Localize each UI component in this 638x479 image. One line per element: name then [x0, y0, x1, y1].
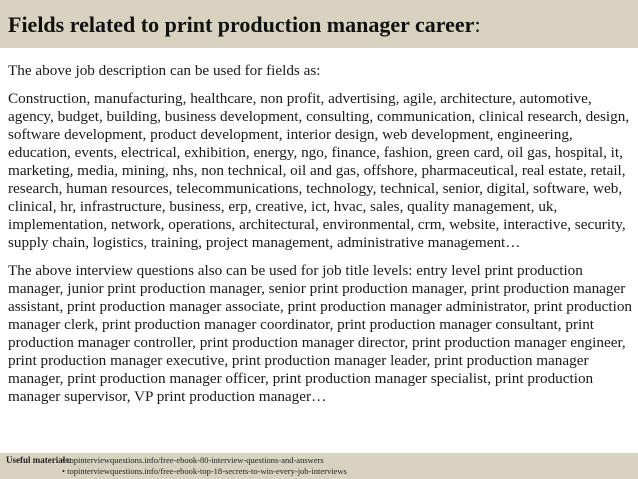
footer-label: Useful materials: [6, 455, 72, 465]
title-colon: : [474, 12, 481, 37]
footer-links [62, 455, 347, 477]
footer-bar [0, 453, 638, 479]
slide-content [8, 62, 633, 406]
page-title [8, 12, 481, 38]
job-levels-paragraph: The above interview questions also can be used for job title levels: entry level print production manager, junior print production manager, senior print production manager, print production manager assistant, print production manager associate, print production manager administrator, print production manager clerk, print production manager coordinator, print production manager consultant, print production manager controller, print production manager director, print production manager engineer, print production manager executive, print production manager leader, print production manager manager, print production manager officer, print production manager specialist, print production manager supervisor, VP print production manager… [8, 262, 633, 405]
title-text: Fields related to print production manager career [8, 12, 475, 37]
title-bar [0, 0, 638, 48]
footer-link-ebook-80-questions[interactable]: • topinterviewquestions.info/free-ebook-80-interview-questions-and-answers [62, 455, 324, 465]
fields-paragraph: Construction, manufacturing, healthcare, non profit, advertising, agile, architecture, automotive, agency, budget, building, business development, consulting, communication, clinical research, design, software development, product development, interior design, web development, engineering, education, events, electrical, exhibition, energy, ngo, finance, fashion, green card, oil gas, hospital, it, marketing, media, mining, nhs, non technical, oil and gas, offshore, pharmaceutical, real estate, retail, research, human resources, telecommunications, technology, technical, senior, digital, software, web, clinical, hr, infrastructure, business, erp, creative, ict, hvac, sales, quality management, uk, implementation, network, operations, architectural, environmental, crm, website, interactive, security, supply chain, logistics, training, project management, administrative management… [8, 90, 630, 251]
intro-text: The above job description can be used for fields as: [8, 62, 321, 79]
footer-link-ebook-18-secrets[interactable]: • topinterviewquestions.info/free-ebook-top-18-secrets-to-win-every-job-interviews [62, 466, 347, 476]
